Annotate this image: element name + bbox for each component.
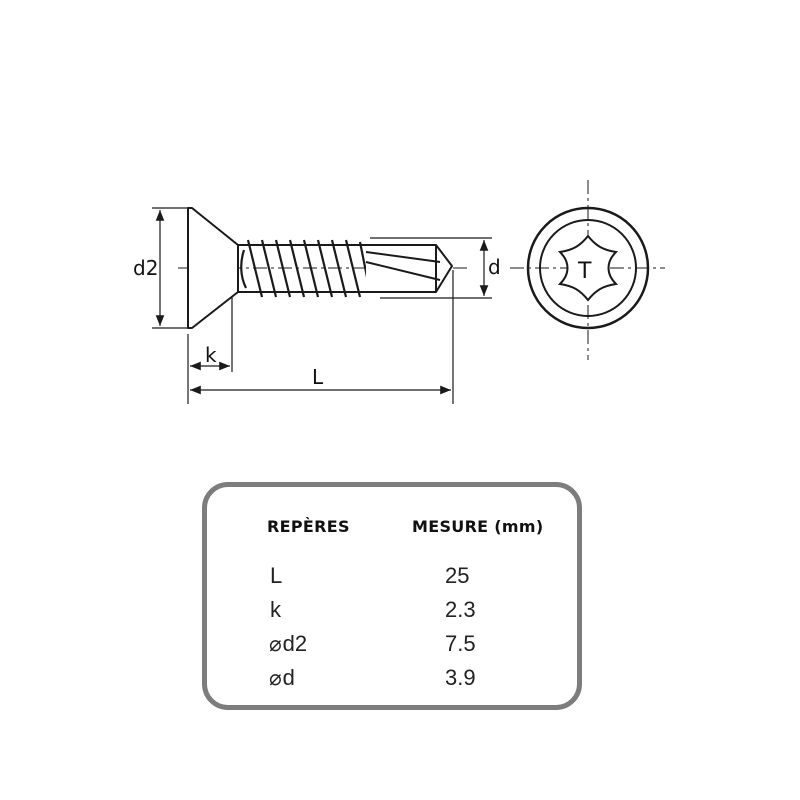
- label-l: L: [312, 365, 324, 389]
- row-value: 25: [445, 563, 470, 588]
- table-row: [207, 631, 577, 661]
- row-label: k: [270, 597, 281, 622]
- label-k: k: [205, 343, 217, 367]
- spec-table: [202, 482, 582, 710]
- row-label: ⌀d: [269, 665, 295, 690]
- table-row: [207, 665, 577, 695]
- row-value: 7.5: [445, 631, 476, 656]
- table-row: [207, 563, 577, 593]
- row-label: L: [270, 563, 283, 588]
- header-reperes: REPÈRES: [267, 517, 350, 536]
- row-value: 2.3: [445, 597, 476, 622]
- label-d: d: [488, 255, 501, 279]
- header-mesure: MESURE (mm): [412, 517, 544, 536]
- screw-side-view-icon: [178, 208, 470, 328]
- label-d2: d2: [133, 256, 159, 280]
- table-row: [207, 597, 577, 627]
- row-value: 3.9: [445, 665, 476, 690]
- row-label: ⌀d2: [269, 631, 308, 656]
- label-t: T: [578, 259, 592, 284]
